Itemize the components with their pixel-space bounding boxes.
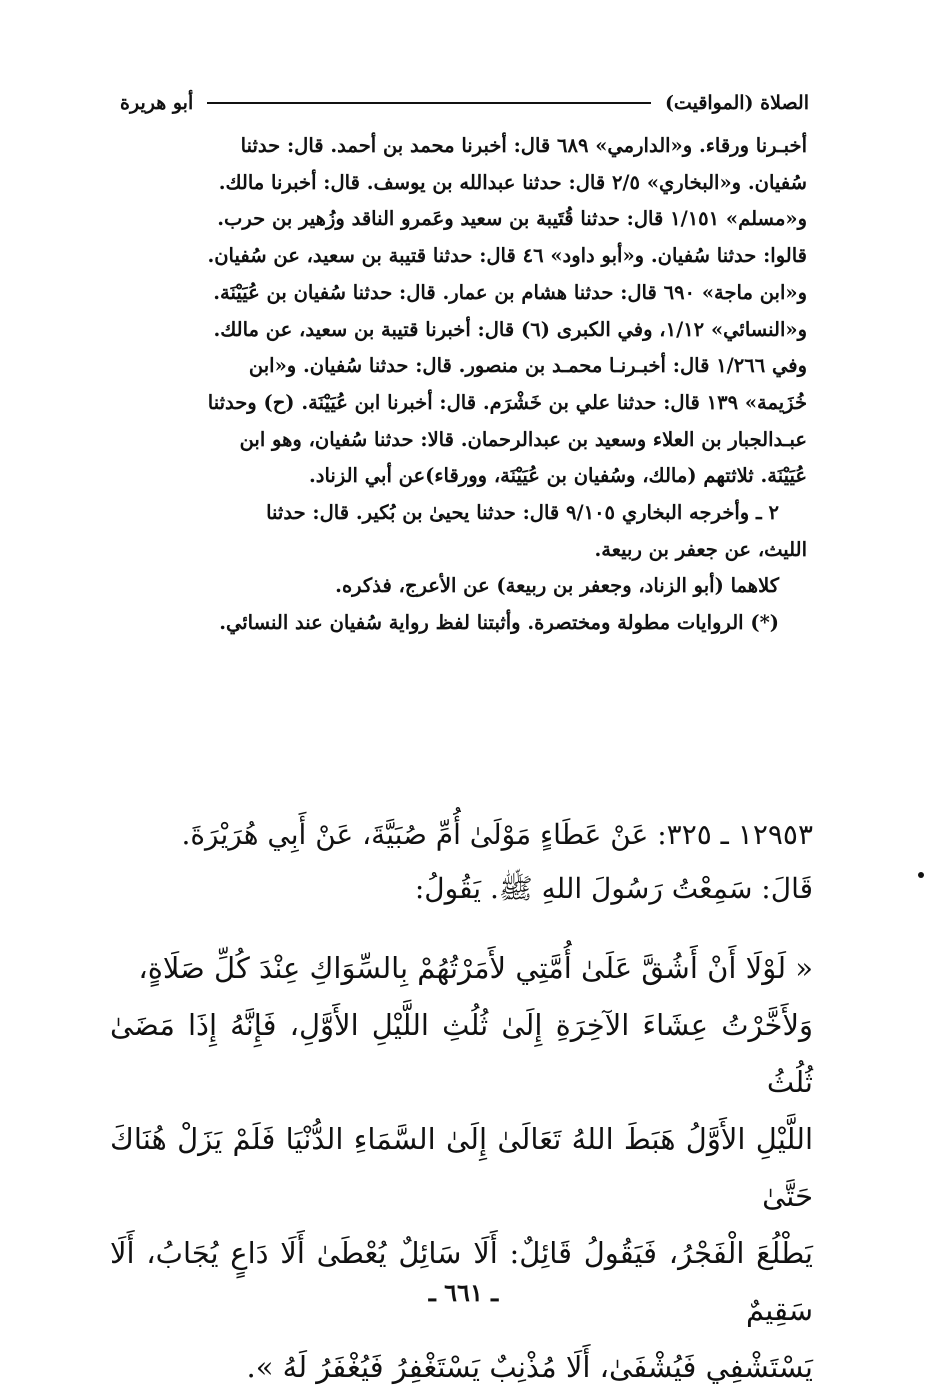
note-line: سُفيان. و«البخاري» ٢/٥ قال: حدثنا عبدالله بن يوسف. قال: أخبرنا مالك. — [218, 170, 807, 194]
matn-line: وَلأَخَّرْتُ عِشَاءَ الآخِرَةِ إِلَىٰ ثُلُثِ اللَّيْلِ الأَوَّلِ، فَإِنَّهُ إِذَا مَضَىٰ ثُلُثُ — [110, 1008, 813, 1099]
both-note-line: كلاهما (أبو الزناد، وجعفر بن ربيعة) عن الأعرج، فذكره. — [335, 574, 779, 598]
note-line: أخبـرنا ورقاء. و«الدارمي» ٦٨٩ قال: أخبرنا محمد بن أحمد. قال: حدثنا — [240, 134, 807, 157]
note2-line: الليث، عن جعفر بن ربيعة. — [594, 537, 807, 561]
note-line: وفي ١/٢٦٦ قال: أخبـرنـا محمـد بن منصور. قال: حدثنا سُفيان. و«ابن — [248, 354, 807, 378]
note-line: عُيَيْنَة. ثلاثتهم (مالك، وسُفيان بن عُيَيْنَة، وورقاء)عن أبي الزناد. — [309, 464, 807, 488]
note-line: خُزَيمة» ١٣٩ قال: حدثنا علي بن خَشْرَم. قال: أخبرنا ابن عُيَيْنَة. (ح) وحدثنا — [207, 390, 807, 414]
note-line: و«مسلم» ١/١٥١ قال: حدثنا قُتَيبة بن سعيد وعَمرو الناقد وزُهير بن حرب. — [217, 207, 807, 231]
hadith-matn — [110, 940, 813, 1396]
running-header — [120, 88, 809, 118]
note2-line: ٢ ـ وأخرجه البخاري ٩/١٠٥ قال: حدثنا يحيىٰ بن بُكير. قال: حدثنا — [266, 501, 779, 525]
note-line: عبـدالجبار بن العلاء وسعيد بن عبدالرحمان. قالا: حدثنا سُفيان، وهو ابن — [239, 427, 807, 451]
footnotes-block — [118, 128, 807, 642]
page-number: ـ ٦٦١ ـ — [428, 1278, 499, 1307]
matn-line: يَسْتَشْفِي فَيُشْفَىٰ، أَلَا مُذْنِبٌ يَسْتَغْفِرُ فَيُغْفَرُ لَهُ ». — [246, 1350, 813, 1384]
note-line: و«ابن ماجة» ٦٩٠ قال: حدثنا هشام بن عمار. قال: حدثنا سُفيان بن عُيَيْنَة. — [213, 280, 807, 304]
note-line: و«النسائي» ١/١٢، وفي الكبرى (٦) قال: أخبرنا قتيبة بن سعيد، عن مالك. — [213, 317, 807, 341]
matn-line: يَطْلُعَ الْفَجْرُ، فَيَقُولُ قَائِلٌ: أَلَا سَائِلٌ يُعْطَىٰ أَلَا دَاعٍ يُجَابُ، أَلَا سَقِيمٌ — [110, 1236, 813, 1327]
margin-mark — [918, 872, 924, 878]
header-chapter-title: الصلاة (المواقيت) — [664, 92, 809, 114]
isnad-line: ١٢٩٥٣ ـ ٣٢٥: عَنْ عَطَاءٍ مَوْلَىٰ أُمِّ صُبَيَّةَ، عَنْ أَبِي هُرَيْرَةَ. — [181, 818, 813, 851]
hadith-isnad — [112, 808, 813, 916]
isnad-line: قَالَ: سَمِعْتُ رَسُولَ اللهِ ﷺ. يَقُولُ: — [414, 872, 813, 905]
header-rule — [207, 102, 651, 104]
matn-line: اللَّيْلِ الأَوَّلُ هَبَطَ اللهُ تَعَالَىٰ إِلَىٰ السَّمَاءِ الدُّنْيَا فَلَمْ يَزَلْ هُنَاكَ حَتَّىٰ — [110, 1122, 813, 1213]
header-narrator-title: أبو هريرة — [120, 92, 194, 114]
note-line: قالوا: حدثنا سُفيان. و«أبو داود» ٤٦ قال: حدثنا قتيبة بن سعيد، عن سُفيان. — [207, 244, 807, 268]
matn-line: « لَوْلَا أَنْ أَشُقَّ عَلَىٰ أُمَّتِي لأَمَرْتُهُمْ بِالسِّوَاكِ عِنْدَ كُلِّ صَلَاةٍ، — [138, 951, 813, 985]
star-note-line: (*) الروايات مطولة ومختصرة. وأثبتنا لفظ رواية سُفيان عند النسائي. — [219, 611, 779, 635]
